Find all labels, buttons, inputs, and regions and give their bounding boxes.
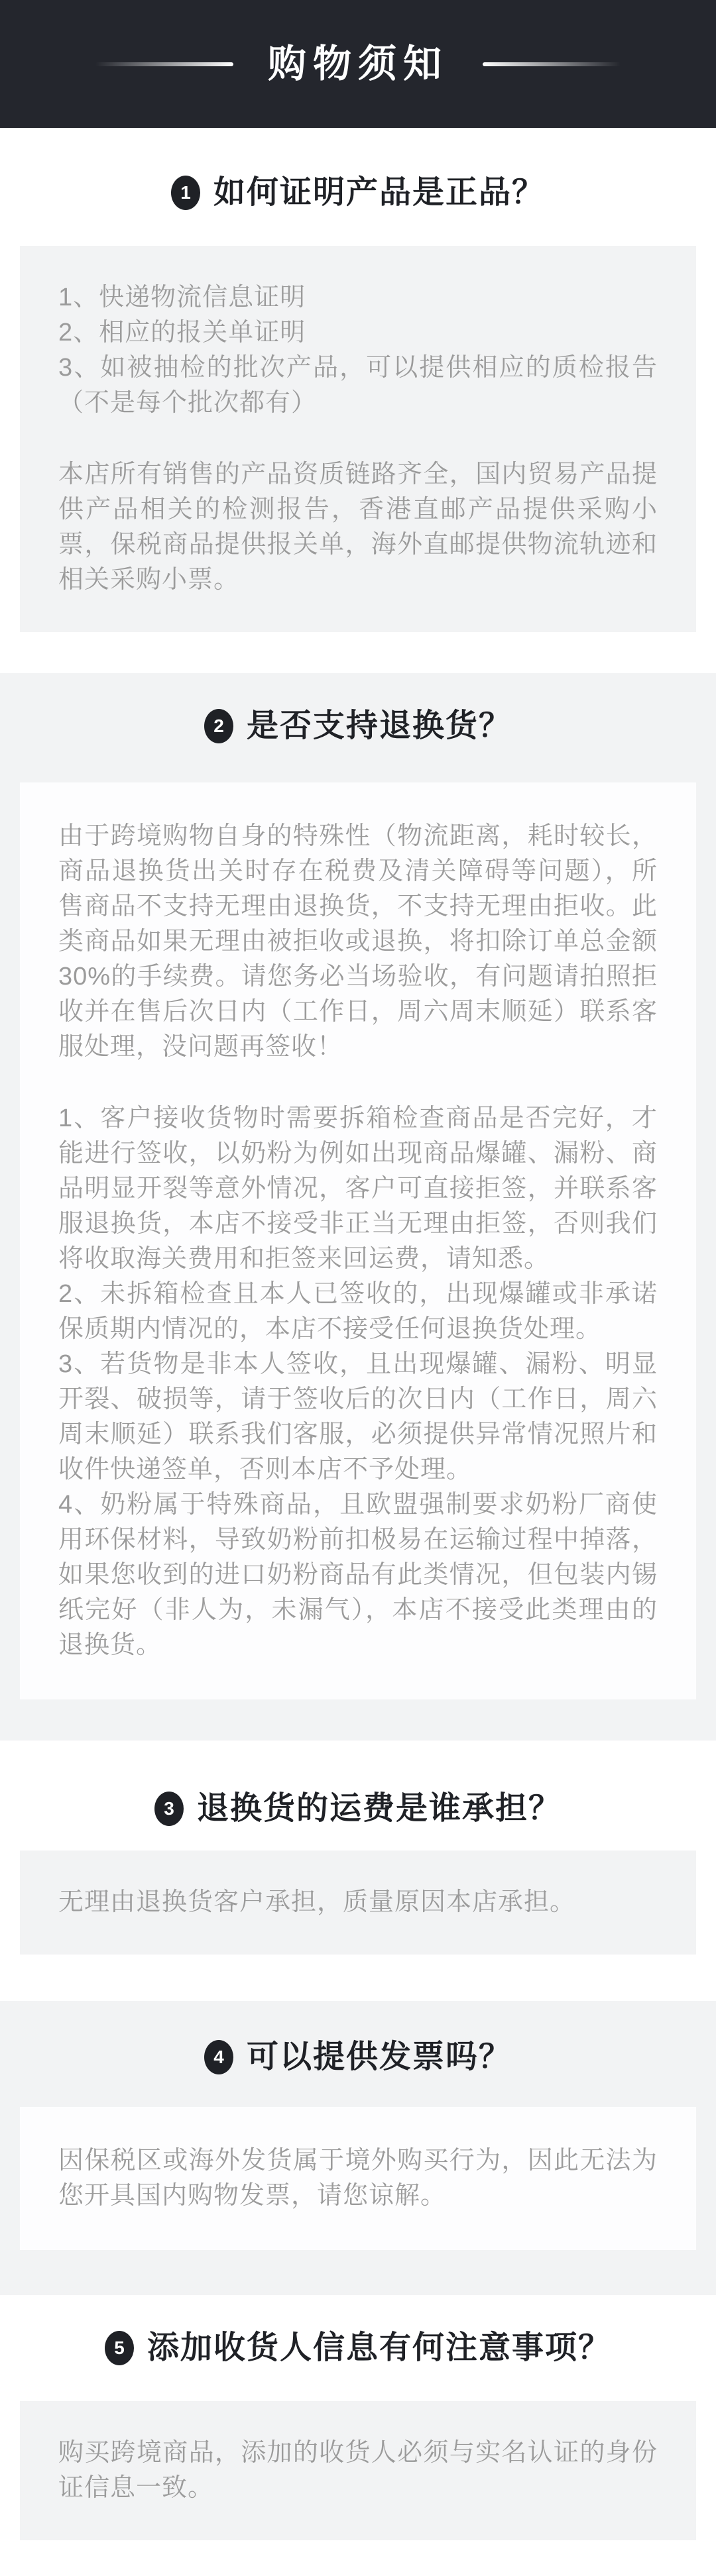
section-5-content-box	[20, 2401, 696, 2540]
section-3-number-badge: 3	[154, 1792, 184, 1826]
section-5-number-badge: 5	[105, 2331, 134, 2365]
list-item: 2、相应的报关单证明	[58, 319, 306, 347]
header-decor-line-left	[95, 62, 233, 66]
section-1-number-badge: 1	[171, 176, 200, 210]
section-1-heading	[0, 128, 716, 216]
section-4-title: 可以提供发票吗？	[246, 2039, 512, 2074]
header-decor-line-right	[483, 62, 621, 66]
page-header	[0, 0, 716, 128]
page-title: 购物须知	[267, 42, 448, 85]
section-1-paragraph: 本店所有销售的产品资质链路齐全，国内贸易产品提供产品相关的检测报告，香港直邮产品提供采购小票，保税商品提供报关单，海外直邮提供物流轨迹和相关采购小票。	[58, 460, 658, 594]
section-2-paragraph: 2、未拆箱检查且本人已签收的，出现爆罐或非承诺保质期内情况的，本店不接受任何退换货处理。	[58, 1280, 658, 1343]
section-5-heading	[0, 2325, 716, 2371]
section-1-content-box	[20, 246, 696, 632]
section-3-title: 退换货的运费是谁承担？	[196, 1791, 562, 1826]
section-4-content-box	[20, 2107, 696, 2250]
section-4-heading	[0, 2034, 716, 2080]
section-4-number-badge: 4	[204, 2040, 233, 2074]
section-2-band	[0, 673, 716, 1741]
section-3-content-box	[20, 1851, 696, 1955]
section-2-number-badge: 2	[204, 709, 233, 743]
section-3-heading	[0, 1786, 716, 1832]
section-2-title: 是否支持退换货？	[246, 708, 512, 743]
section-1-title: 如何证明产品是正品？	[213, 175, 545, 210]
section-2-content-box	[20, 782, 696, 1699]
section-4-band	[0, 2001, 716, 2295]
section-2-paragraph: 3、若货物是非本人签收，且出现爆罐、漏粉、明显开裂、破损等，请于签收后的次日内（工作日，周六周末顺延）联系我们客服，必须提供异常情况照片和收件快递签单，否则本店不予处理。	[58, 1350, 658, 1483]
section-2-paragraph: 1、客户接收货物时需要拆箱检查商品是否完好，才能进行签收，以奶粉为例如出现商品爆罐、漏粉、商品明显开裂等意外情况，客户可直接拒签，并联系客服退换货，本店不接受非正当无理由拒签，否则我们将收取海关费用和拒签来回运费，请知悉。	[58, 1104, 658, 1273]
section-2-paragraph: 4、奶粉属于特殊商品，且欧盟强制要求奶粉厂商使用环保材料，导致奶粉前扣极易在运输过程中掉落，如果您收到的进口奶粉商品有此类情况，但包装内锡纸完好（非人为，未漏气），本店不接受此类理由的退换货。	[58, 1491, 658, 1659]
section-2-paragraph: 由于跨境购物自身的特殊性（物流距离，耗时较长，商品退换货出关时存在税费及清关障碍等问题），所售商品不支持无理由退换货，不支持无理由拒收。此类商品如果无理由被拒收或退换，将扣除订单总金额30%的手续费。请您务必当场验收，有问题请拍照拒收并在售后次日内（工作日，周六周末顺延）联系客服处理，没问题再签收！	[58, 822, 658, 1061]
section-1-list	[58, 280, 658, 421]
section-2-heading	[0, 703, 716, 749]
section-5-title: 添加收货人信息有何注意事项？	[147, 2330, 611, 2365]
section-4-paragraph: 因保税区或海外发货属于境外购买行为，因此无法为您开具国内购物发票，请您谅解。	[58, 2147, 658, 2210]
list-item: 1、快递物流信息证明	[58, 284, 306, 311]
section-3-paragraph: 无理由退换货客户承担，质量原因本店承担。	[58, 1888, 576, 1916]
section-5-paragraph: 购买跨境商品，添加的收货人必须与实名认证的身份证信息一致。	[58, 2439, 658, 2502]
list-item: 3、如被抽检的批次产品，可以提供相应的质检报告（不是每个批次都有）	[58, 354, 658, 417]
